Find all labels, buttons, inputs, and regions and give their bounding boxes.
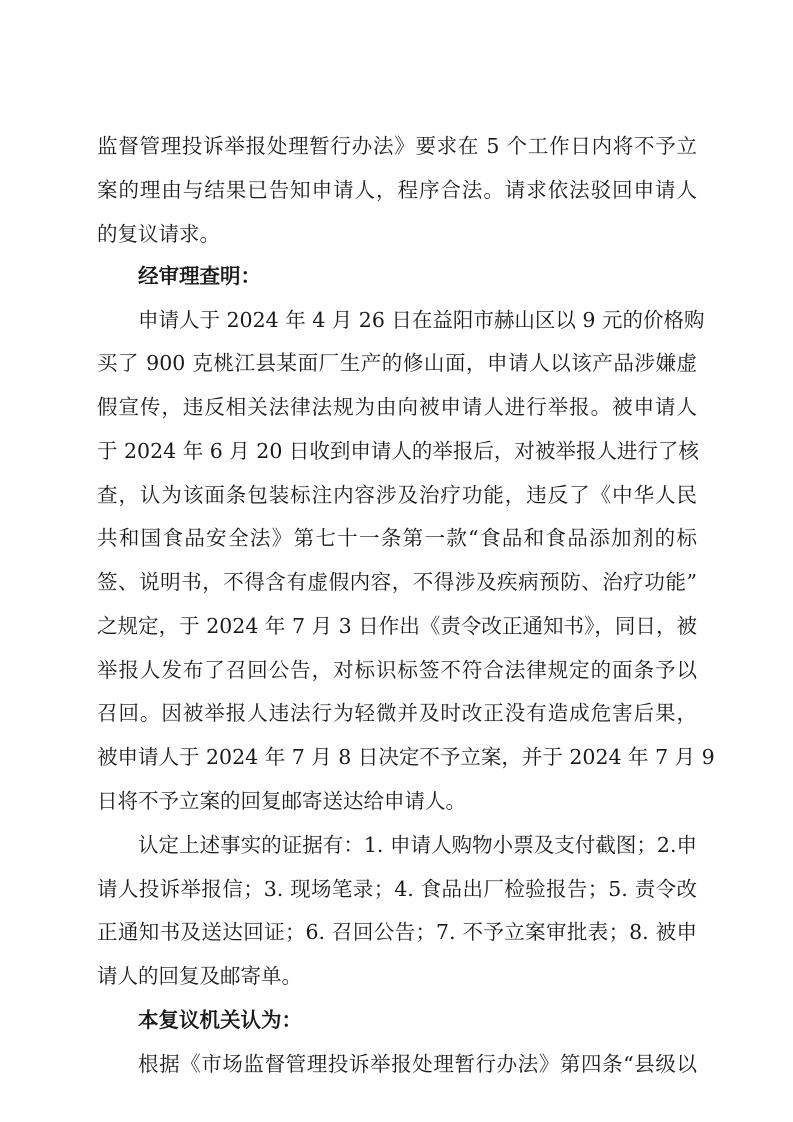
body-line-22: 根据《市场监督管理投诉举报处理暂行办法》第四条“县级以 — [138, 1052, 697, 1076]
body-line-15: 被申请人于 2024 年 7 月 8 日决定不予立案，并于 2024 年 7 月 9 — [97, 745, 715, 769]
body-line-1: 监督管理投诉举报处理暂行办法》要求在 5 个工作日内将不予立 — [97, 134, 697, 158]
section-heading-findings: 经审理查明： — [138, 264, 261, 288]
body-line-10: 共和国食品安全法》第七十一条第一款“食品和食品添加剂的标 — [97, 526, 697, 550]
body-line-7: 假宣传，违反相关法律法规为由向被申请人进行举报。被申请人 — [97, 395, 697, 419]
body-line-16: 日将不予立案的回复邮寄送达给申请人。 — [97, 789, 466, 813]
section-heading-opinion: 本复议机关认为： — [138, 1008, 302, 1032]
body-line-5: 申请人于 2024 年 4 月 26 日在益阳市赫山区以 9 元的价格购 — [138, 308, 705, 332]
body-line-2: 案的理由与结果已告知申请人，程序合法。请求依法驳回申请人 — [97, 178, 697, 202]
body-line-12: 之规定，于 2024 年 7 月 3 日作出《责令改正通知书》，同日，被 — [97, 614, 697, 638]
body-line-9: 查，认为该面条包装标注内容涉及治疗功能，违反了《中华人民 — [97, 483, 697, 507]
body-line-6: 买了 900 克桃江县某面厂生产的修山面，申请人以该产品涉嫌虚 — [97, 351, 697, 375]
body-line-19: 正通知书及送达回证；6. 召回公告；7. 不予立案审批表；8. 被申 — [97, 920, 697, 944]
body-line-3: 的复议请求。 — [97, 222, 220, 246]
body-line-20: 请人的回复及邮寄单。 — [97, 964, 302, 988]
body-line-8: 于 2024 年 6 月 20 日收到申请人的举报后，对被举报人进行了核 — [97, 439, 699, 463]
body-line-17: 认定上述事实的证据有：1. 申请人购物小票及支付截图；2.申 — [138, 833, 697, 857]
body-line-11: 签、说明书，不得含有虚假内容，不得涉及疾病预防、治疗功能” — [97, 570, 697, 594]
body-line-13: 举报人发布了召回公告，对标识标签不符合法律规定的面条予以 — [97, 658, 697, 682]
body-line-18: 请人投诉举报信；3. 现场笔录；4. 食品出厂检验报告；5. 责令改 — [97, 877, 697, 901]
body-line-14: 召回。因被举报人违法行为轻微并及时改正没有造成危害后果， — [97, 701, 697, 725]
